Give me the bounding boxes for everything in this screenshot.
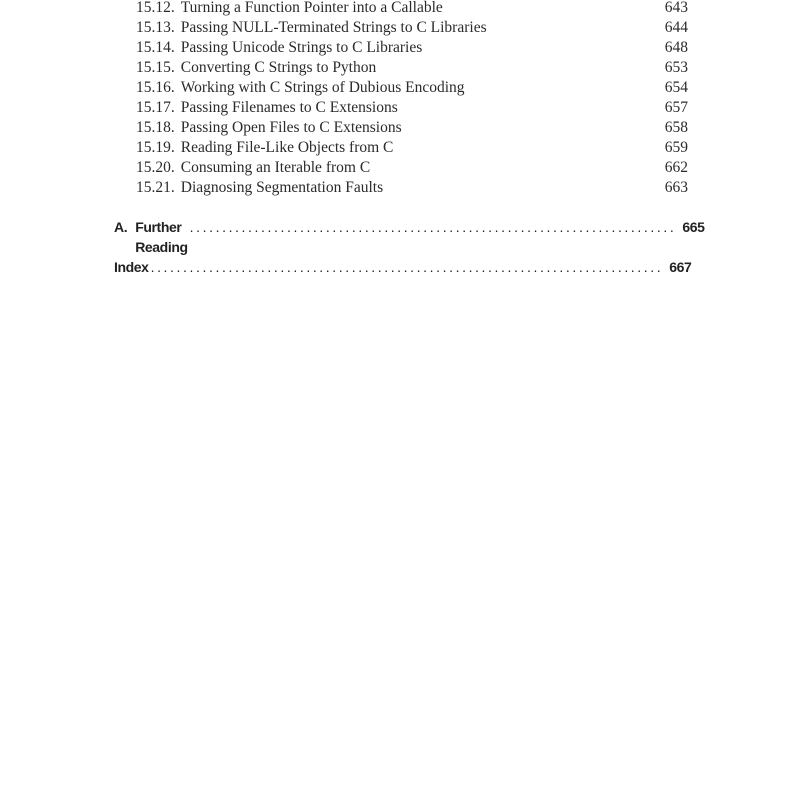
appendix-title: Further Reading	[135, 219, 188, 255]
section-title: Passing Open Files to C Extensions	[180, 119, 402, 136]
page-number: 644	[664, 19, 688, 36]
page-number: 657	[664, 99, 688, 116]
toc-entry-text	[136, 138, 393, 158]
toc-entry[interactable]	[136, 38, 688, 58]
toc-entry-text	[136, 18, 487, 38]
toc-entry-text	[136, 158, 370, 178]
toc-entry-text	[136, 98, 398, 118]
page-number: 665	[682, 219, 705, 235]
toc-entry[interactable]	[136, 158, 688, 178]
section-title: Passing Filenames to C Extensions	[180, 99, 398, 116]
page-number: 667	[669, 259, 692, 275]
section-title: Turning a Function Pointer into a Callable	[180, 0, 443, 16]
page-number: 643	[664, 0, 688, 16]
section-number: 15.19.	[136, 139, 175, 156]
section-number: 15.18.	[136, 119, 175, 136]
toc-entry[interactable]	[136, 0, 688, 18]
page-number: 662	[664, 159, 688, 176]
dot-leader: ...............................................................................	[150, 259, 664, 275]
section-title: Passing NULL-Terminated Strings to C Libraries	[180, 19, 487, 36]
toc-entry[interactable]	[136, 138, 688, 158]
toc-entry-text	[136, 78, 465, 98]
page-number: 663	[664, 179, 688, 196]
toc-entry-text	[136, 0, 443, 18]
toc-entry-text	[136, 58, 376, 78]
section-number: 15.20.	[136, 159, 175, 176]
dot-leader: ...........................................................................	[189, 219, 677, 235]
section-title: Working with C Strings of Dubious Encoding	[180, 79, 465, 96]
section-number: 15.13.	[136, 19, 175, 36]
toc-index[interactable]	[114, 257, 692, 277]
section-number: 15.17.	[136, 99, 175, 116]
toc-appendix-further-reading[interactable]	[114, 217, 705, 257]
page-number: 648	[664, 39, 688, 56]
section-title: Reading File-Like Objects from C	[180, 139, 394, 156]
page-number: 654	[664, 79, 688, 96]
section-number: 15.14.	[136, 39, 175, 56]
page-number: 658	[664, 119, 688, 136]
section-number: 15.16.	[136, 79, 175, 96]
toc-entry[interactable]	[136, 78, 688, 98]
section-title: Consuming an Iterable from C	[180, 159, 371, 176]
toc-entry-text	[136, 118, 402, 138]
toc-entry[interactable]	[136, 58, 688, 78]
index-title: Index	[114, 259, 149, 275]
section-title: Passing Unicode Strings to C Libraries	[180, 39, 423, 56]
section-title: Diagnosing Segmentation Faults	[180, 179, 384, 196]
page-number: 659	[664, 139, 688, 156]
toc-entry-text	[136, 178, 383, 198]
toc-section-list	[136, 0, 688, 198]
section-number: 15.15.	[136, 59, 175, 76]
section-title: Converting C Strings to Python	[180, 59, 377, 76]
toc-entry-text	[136, 38, 422, 58]
section-number: 15.12.	[136, 0, 175, 16]
page-number: 653	[664, 59, 688, 76]
toc-entry[interactable]	[136, 18, 688, 38]
toc-entry[interactable]	[136, 98, 688, 118]
appendix-letter: A.	[114, 219, 128, 235]
toc-entry[interactable]	[136, 178, 688, 198]
section-number: 15.21.	[136, 179, 175, 196]
toc-entry[interactable]	[136, 118, 688, 138]
